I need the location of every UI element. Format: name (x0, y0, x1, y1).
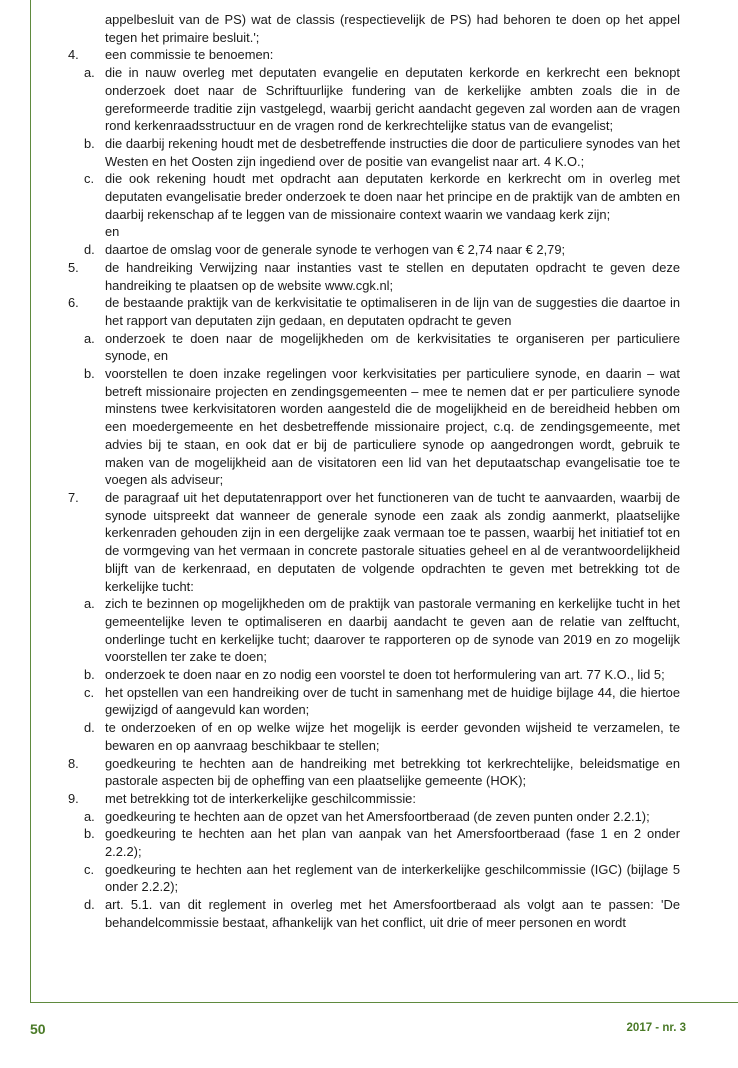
sub-item-text: onderzoek te doen naar en zo nodig een voorstel te doen tot herformulering van art. 77 K.O., lid 5; (105, 667, 665, 683)
continuation-text: en (105, 224, 120, 240)
sub-item (48, 808, 680, 826)
sub-item-letter: d. (84, 720, 95, 736)
sub-item (48, 365, 680, 489)
page-number: 50 (30, 1021, 46, 1037)
list-item (48, 790, 680, 808)
sub-item-text: goedkeuring te hechten aan de opzet van het Amersfoortberaad (de zeven punten onder 2.2.1); (105, 808, 650, 824)
sub-item (48, 595, 680, 666)
sub-item-text: daartoe de omslag voor de generale synode te verhogen van € 2,74 naar € 2,79; (105, 242, 566, 258)
sub-item-text: art. 5.1. van dit reglement in overleg met het Amersfoortberaad als volgt aan te passen: 'De behandelcommissie bestaat, afhankelijk van het conflict, uit drie of meer personen en wordt (105, 897, 680, 930)
sub-item (48, 330, 680, 365)
list-item-text: de handreiking Verwijzing naar instanties vast te stellen en deputaten opdracht te geven deze handreiking te plaatsen op de website www.cgk.nl; (105, 259, 680, 293)
issue-label: 2017 - nr. 3 (626, 1022, 686, 1034)
sub-item-letter: d. (84, 897, 95, 913)
footer-rule (30, 1002, 738, 1003)
sub-item-letter: c. (84, 861, 95, 877)
document-body (48, 11, 680, 932)
sub-item (48, 170, 680, 223)
list-item (48, 489, 680, 595)
sub-item (48, 896, 680, 931)
sub-item-letter: c. (84, 171, 95, 187)
sub-item (48, 719, 680, 754)
sub-item (48, 666, 680, 684)
list-item-number: 9. (68, 790, 79, 806)
sub-item-text: voorstellen te doen inzake regelingen voor kerkvisitaties per particuliere synode, en daarin – wat betreft missionaire projecten en zendingsgemeenten – mee te nemen dat er per particuliere synode minstens twee kerkvisitatoren worden aangesteld die de mogelijkheid en de bereidheid hebben om een moedergemeente en het desbetreffende missionaire project, c.q. de zendingsgemeente, met advies bij te staan, en ook dat er bij de particuliere synode op aangedrongen wordt, gebruik te maken van de mogelijkheid aan de visitatoren een lid van het deputaatschap evangelisatie toe te voegen als adviseur; (105, 366, 680, 488)
sub-item (48, 241, 680, 259)
sub-item-text: die daarbij rekening houdt met de desbetreffende instructies die door de particuliere synodes van het Westen en het Oosten zijn ingediend over de positie van evangelist naar art. 4 K.O.; (105, 135, 680, 169)
list-item (48, 294, 680, 329)
list-item (48, 755, 680, 790)
list-item-number: 7. (68, 489, 79, 505)
sub-item-text: onderzoek te doen naar de mogelijkheden om de kerkvisitaties te organiseren per particuliere synode, en (105, 330, 680, 364)
sub-item-letter: a. (84, 808, 95, 824)
list-item-text: de bestaande praktijk van de kerkvisitatie te optimaliseren in de lijn van de suggesties die daartoe in het rapport van deputaten zijn gedaan, en deputaten opdracht te geven (105, 295, 680, 328)
intro-paragraph: appelbesluit van de PS) wat de classis (respectievelijk de PS) had behoren te doen op het appel tegen het primaire besluit.'; (105, 12, 680, 45)
sub-item-text: die ook rekening houdt met opdracht aan deputaten kerkorde en kerkrecht om in overleg met deputaten evangelisatie breder onderzoek te doen naar het principe en de praktijk van de ambten en daarbij rekenschap af te leggen van de missionaire context waarin we vandaag kerk zijn; (105, 171, 680, 222)
sub-item (48, 825, 680, 860)
sub-item-letter: b. (84, 366, 95, 382)
sub-item-letter: b. (84, 135, 95, 151)
sub-item (48, 684, 680, 719)
sub-item-text: die in nauw overleg met deputaten evangelie en deputaten kerkorde en kerkrecht een beknopt onderzoek doet naar de Schriftuurlijke fundering van de kerkelijke ambten zoals die in de gereformeerde traditie zijn vastgelegd, waarbij gericht aandacht gegeven zal worden aan de vragen rond kerkenraadsstructuur en de vragen rond de kerkrechtelijke status van de evangelist; (105, 65, 680, 134)
sub-item (48, 135, 680, 170)
list-item-number: 4. (68, 47, 79, 63)
sub-item-letter: b. (84, 826, 95, 842)
list-item (48, 259, 680, 294)
sub-item-letter: b. (84, 667, 95, 683)
sub-item-letter: d. (84, 242, 95, 258)
list-item-number: 6. (68, 295, 79, 311)
sub-item (48, 64, 680, 135)
list-item-text: een commissie te benoemen: (105, 47, 274, 63)
list-item-text: goedkeuring te hechten aan de handreiking met betrekking tot kerkrechtelijke, beleidsmatige en pastorale aspecten bij de opheffing van een plaatselijke gemeente (HOK); (105, 755, 680, 789)
sub-item-text: zich te bezinnen op mogelijkheden om de praktijk van pastorale vermaning en kerkelijke tucht in het gemeentelijke leven te optimaliseren en daarbij aandacht te geven aan de relatie van zelftucht, onderlinge tucht en kerkelijke tucht; daarover te rapporteren op de synode van 2019 en zo mogelijk voorstellen ter zake te doen; (105, 596, 680, 665)
list-item-text: met betrekking tot de interkerkelijke geschilcommissie: (105, 790, 416, 806)
sub-item-text: goedkeuring te hechten aan het plan van aanpak van het Amersfoortberaad (fase 1 en 2 onder 2.2.2); (105, 826, 680, 860)
sub-item-letter: a. (84, 330, 95, 346)
sub-item-letter: a. (84, 65, 95, 81)
sub-item (48, 861, 680, 896)
left-margin-rule (30, 0, 31, 1003)
sub-item-letter: c. (84, 684, 95, 700)
list-item-number: 8. (68, 755, 79, 771)
list-item-number: 5. (68, 259, 79, 275)
list-item (48, 46, 680, 64)
list-item-text: de paragraaf uit het deputatenrapport over het functioneren van de tucht te aanvaarden, waarbij de synode uitspreekt dat wanneer de generale synode een zaak als zondig aanmerkt, plaatselijke kerkenraden gehouden zijn in een dergelijke zaak vermaan toe te passen, waarbij het initiatief tot en de vormgeving van het vermaan in concrete pastorale situaties geheel en al de verantwoordelijkheid blijft van de kerkenraad, en deputaten de volgende opdrachten te geven met betrekking tot de kerkelijke tucht: (105, 489, 680, 594)
sub-item-letter: a. (84, 596, 95, 612)
sub-item-text: goedkeuring te hechten aan het reglement van de interkerkelijke geschilcommissie (IGC) (bijlage 5 onder 2.2.2); (105, 861, 680, 895)
sub-item-text: het opstellen van een handreiking over de tucht in samenhang met de huidige bijlage 44, die hiertoe gewijzigd of aangevuld kan worden; (105, 684, 680, 718)
sub-item-text: te onderzoeken of en op welke wijze het mogelijk is eerder gevonden wijsheid te verzamelen, te bewaren en op aanvraag beschikbaar te stellen; (105, 720, 680, 753)
